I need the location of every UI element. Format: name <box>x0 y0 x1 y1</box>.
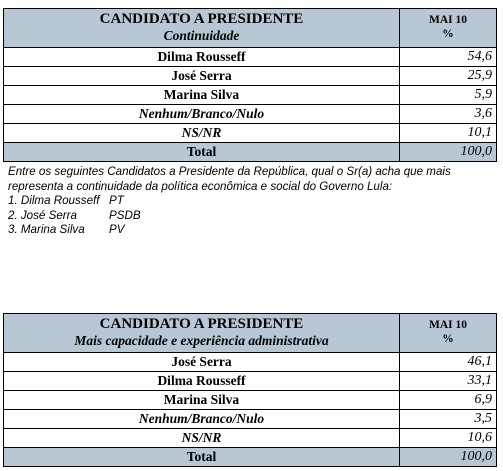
table-row <box>4 124 497 143</box>
header-month-cell <box>400 314 497 353</box>
column-month: MAI 10 <box>428 14 467 26</box>
question-text: Entre os seguintes Candidatos a Presidente da República, qual o Sr(a) acha que mais representa a continuidade da política econômica e social do Governo Lula: <box>8 165 451 193</box>
option-value: 10,1 <box>400 124 497 143</box>
total-value: 100,0 <box>400 448 497 467</box>
legend-candidate: 1. Dilma Rousseff <box>8 194 100 208</box>
candidate-name: José Serra <box>4 67 400 86</box>
option-value: 3,5 <box>400 410 497 429</box>
total-row <box>4 143 497 162</box>
question-note <box>8 165 496 238</box>
candidate-value: 6,9 <box>400 391 497 410</box>
table-row <box>4 429 497 448</box>
table-row <box>4 48 497 67</box>
poll-table-continuidade <box>3 8 497 162</box>
poll-table-capacidade <box>3 313 497 467</box>
header-title-cell <box>4 314 400 353</box>
candidate-name: José Serra <box>4 353 400 372</box>
table-row <box>4 67 497 86</box>
table-header <box>4 9 497 48</box>
table-subtitle: Continuidade <box>163 28 240 43</box>
table-row <box>4 372 497 391</box>
legend-party: PV <box>109 223 125 237</box>
legend-candidate: 3. Marina Silva <box>8 223 85 237</box>
option-name: Nenhum/Branco/Nulo <box>4 105 400 124</box>
table-row <box>4 105 497 124</box>
header-title-cell <box>4 9 400 48</box>
candidate-value: 54,6 <box>400 48 497 67</box>
legend-candidate: 2. José Serra <box>8 208 77 222</box>
legend-item <box>8 209 496 224</box>
header-month-cell <box>400 9 497 48</box>
legend-party: PT <box>109 194 124 208</box>
legend-item <box>8 194 496 209</box>
total-row <box>4 448 497 467</box>
total-value: 100,0 <box>400 143 497 162</box>
option-value: 3,6 <box>400 105 497 124</box>
candidate-name: Dilma Rousseff <box>4 372 400 391</box>
candidate-name: Marina Silva <box>4 86 400 105</box>
column-month: MAI 10 <box>428 319 467 331</box>
option-value: 10,6 <box>400 429 497 448</box>
candidate-value: 46,1 <box>400 353 497 372</box>
legend-item <box>8 223 496 238</box>
column-unit: % <box>442 333 454 345</box>
total-label: Total <box>4 448 400 467</box>
column-unit: % <box>442 28 454 40</box>
table-title: CANDIDATO A PRESIDENTE <box>99 11 304 27</box>
candidate-legend <box>8 194 496 238</box>
option-name: Nenhum/Branco/Nulo <box>4 410 400 429</box>
candidate-value: 33,1 <box>400 372 497 391</box>
table-header <box>4 314 497 353</box>
candidate-name: Dilma Rousseff <box>4 48 400 67</box>
table-title: CANDIDATO A PRESIDENTE <box>99 316 304 332</box>
total-label: Total <box>4 143 400 162</box>
table-row <box>4 86 497 105</box>
table-row <box>4 410 497 429</box>
candidate-value: 5,9 <box>400 86 497 105</box>
option-name: NS/NR <box>4 429 400 448</box>
table-subtitle: Mais capacidade e experiência administrativa <box>74 333 329 348</box>
table-row <box>4 391 497 410</box>
candidate-name: Marina Silva <box>4 391 400 410</box>
table-row <box>4 353 497 372</box>
legend-party: PSDB <box>109 208 141 222</box>
candidate-value: 25,9 <box>400 67 497 86</box>
option-name: NS/NR <box>4 124 400 143</box>
